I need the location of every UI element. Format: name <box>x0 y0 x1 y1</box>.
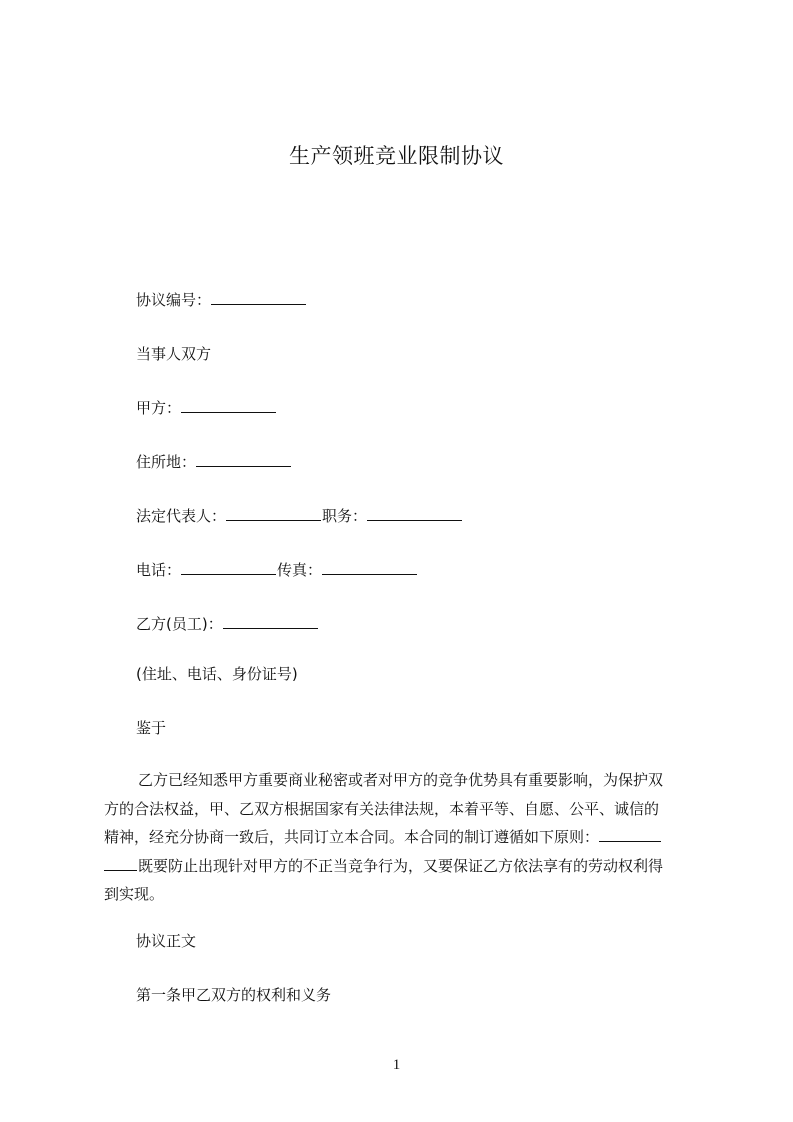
legal-rep-label: 法定代表人： <box>136 507 227 525</box>
whereas-label: 鉴于 <box>136 719 167 737</box>
fax-blank[interactable] <box>322 559 417 575</box>
body-heading <box>136 930 196 952</box>
phone-blank[interactable] <box>181 559 276 575</box>
position-label: 职务： <box>322 507 368 525</box>
phone-label: 电话： <box>136 561 182 579</box>
principle-blank-2[interactable] <box>104 855 137 871</box>
party-b-label: 乙方(员工)： <box>136 615 223 633</box>
party-b-info-note <box>136 663 298 685</box>
paragraph-line-1 <box>104 766 700 795</box>
position-blank[interactable] <box>367 505 462 521</box>
paragraph-line-2: 方的合法权益，甲、乙双方根据国家有关法律法规，本着平等、自愿、公平、诚信的 <box>104 799 660 818</box>
paragraph-line-5: 到实现。 <box>104 885 165 903</box>
party-b-info-text: (住址、电话、身份证号) <box>136 665 298 683</box>
document-title: 生产领班竞业限制协议 <box>289 144 504 168</box>
paragraph-line-3 <box>104 823 700 852</box>
paragraph-line-4 <box>104 852 700 881</box>
legal-rep-blank[interactable] <box>226 505 321 521</box>
whereas-paragraph <box>104 766 700 909</box>
parties-label: 当事人双方 <box>136 345 212 363</box>
agreement-number-blank[interactable] <box>211 289 306 305</box>
agreement-number-label: 协议编号： <box>136 291 212 309</box>
principle-blank-1[interactable] <box>599 826 661 842</box>
address-line <box>136 451 292 473</box>
article-1-heading <box>136 984 331 1006</box>
party-b-line <box>136 613 319 635</box>
whereas-heading <box>136 717 166 739</box>
paragraph-line-4-text: 既要防止出现针对甲方的不正当竞争行为，又要保证乙方依法享有的劳动权利得 <box>138 856 664 875</box>
parties-heading <box>136 343 211 365</box>
article-1-heading-text: 第一条甲乙双方的权利和义务 <box>136 986 332 1004</box>
party-b-blank[interactable] <box>223 613 318 629</box>
page-number: 1 <box>392 1057 401 1073</box>
paragraph-line-1-text: 乙方已经知悉甲方重要商业秘密或者对甲方的竞争优势具有重要影响，为保护双 <box>138 771 664 789</box>
paragraph-line-3-text: 精神，经充分协商一致后，共同订立本合同。本合同的制订遵循如下原则： <box>104 828 600 846</box>
party-a-line <box>136 397 277 419</box>
address-label: 住所地： <box>136 453 197 471</box>
body-heading-text: 协议正文 <box>136 932 197 950</box>
address-blank[interactable] <box>196 451 291 467</box>
party-a-blank[interactable] <box>181 397 276 413</box>
legal-rep-line <box>136 505 463 527</box>
agreement-number-line <box>136 289 307 311</box>
fax-label: 传真： <box>277 561 323 579</box>
party-a-label: 甲方： <box>136 399 182 417</box>
phone-fax-line <box>136 559 418 581</box>
